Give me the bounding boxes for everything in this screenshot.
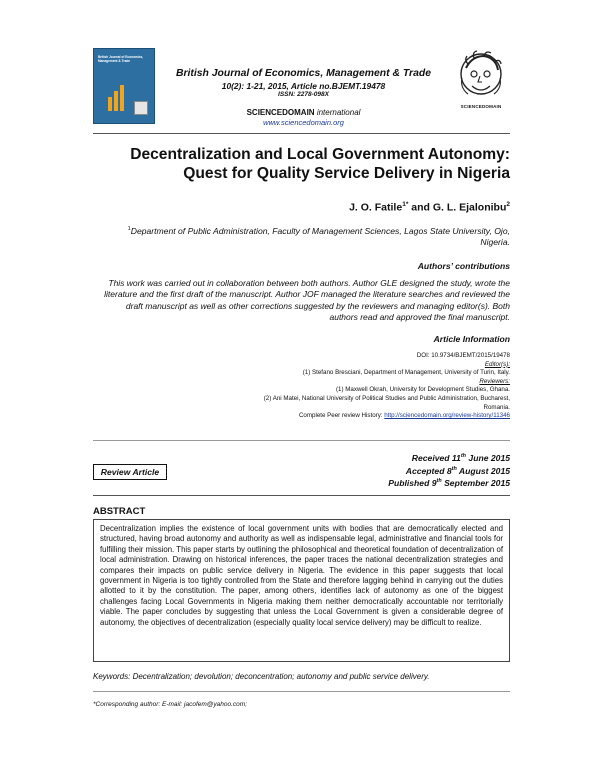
affiliation: [96, 224, 510, 249]
header-divider: [93, 133, 510, 134]
title-line-2: Quest for Quality Service Delivery in Nigeria: [183, 165, 510, 182]
abstract-text: Decentralization implies the existence of local government units with bodies that are democratically elected and structured, having broad autonomy and authority as well as indispensable legal, administrative and financial tools for fulfilling their mission. This paper starts by outlining the philosophical and theoretical foundation of decentralization of local administration. Drawing on historical inferences, the paper traces the national decentralization strategies and compares their impacts on public service delivery in Nigeria. The evidence in this paper suggests that local government in Nigeria is too tightly controlled from the State and therefore lagging behind in carrying out the duties allotted to it by the constitution. The paper, among others, identifies lack of autonomy as one of the biggest challenges facing Local Governments in Nigeria making them neither democratically accountable nor territorially viable. The paper concludes by suggesting that unless the Local Government is given a considerable degree of autonomy, the objectives of decentralization (especially quality local service delivery) may be difficult to realize.: [100, 524, 503, 627]
paper-title: [100, 145, 510, 183]
article-type-badge: Review Article: [93, 464, 167, 480]
cover-bar: [108, 97, 112, 111]
author-2: G. L. Ejalonibu: [432, 201, 507, 214]
publisher-name: [160, 108, 447, 117]
received-sup: th: [460, 453, 467, 459]
received-month: June 2015: [466, 452, 510, 463]
publisher-suffix: international: [316, 108, 361, 117]
published-month: September 2015: [441, 478, 510, 489]
author-1: J. O. Fatile: [349, 201, 403, 214]
publisher-website-link[interactable]: www.sciencedomain.org: [263, 118, 344, 127]
keywords: Keywords: Decentralization; devolution; deconcentration; autonomy and public service delivery.: [93, 672, 430, 681]
article-info-block: [200, 352, 510, 421]
published-sup: th: [436, 478, 442, 485]
publication-dates: [300, 451, 510, 489]
published-date: [300, 476, 510, 489]
review-history: [200, 412, 510, 421]
author-2-sup: 2: [506, 201, 510, 208]
doi: DOI: 10.9734/BJEMT/2015/19478: [416, 352, 510, 359]
abstract-top-divider: [93, 495, 510, 496]
editors-label: Editor(s):: [484, 360, 510, 368]
abstract-heading: ABSTRACT: [93, 506, 146, 517]
footer-divider: [93, 691, 510, 692]
journal-name: British Journal of Economics, Management & Trade: [175, 68, 431, 79]
accepted-text: Accepted 8: [405, 465, 452, 476]
affiliation-sup: 1: [127, 226, 131, 232]
logo-caption: SCIENCEDOMAIN: [460, 104, 502, 109]
received-date: [300, 451, 510, 464]
reviewer-2-line-2: Romania.: [483, 403, 510, 411]
reviewers-label: Reviewers:: [479, 377, 510, 385]
article-info-heading: Article Information: [433, 334, 510, 344]
cover-bar: [114, 91, 118, 111]
corresponding-author: *Corresponding author: E-mail: jacofem@yahoo.com;: [93, 701, 248, 708]
info-divider: [93, 440, 510, 441]
author-1-sup: 1*: [402, 201, 409, 208]
author-separator: and: [408, 201, 433, 214]
reviewer-2-line-1: (2) Ani Matei, National University of Political Studies and Public Administration, Bucharest,: [263, 394, 510, 402]
cover-bar: [120, 85, 124, 111]
contributions-text: This work was carried out in collaboration between both authors. Author GLE designed the study, wrote the literature and the first draft of the manuscript. Author JOF managed the literature searches and reviewed the draft manuscript as well as other corrections suggested by the reviewers and managing editor(s). Both authors read and approved the final manuscript.: [104, 278, 510, 322]
review-history-label: Complete Peer review History:: [298, 412, 385, 420]
journal-cover-image: [93, 48, 155, 124]
cover-title: British Journal of Economics, Management & Trade: [98, 55, 144, 63]
journal-volume: 10(2): 1-21, 2015, Article no.BJEMT.19478: [221, 81, 386, 91]
publisher-logo-icon: [450, 48, 512, 110]
title-line-1: Decentralization and Local Government Autonomy:: [130, 146, 510, 163]
published-text: Published 9: [388, 478, 437, 489]
accepted-month: August 2015: [456, 465, 510, 476]
received-text: Received 11: [411, 452, 461, 463]
review-history-link[interactable]: http://sciencedomain.org/review-history/11346: [384, 412, 510, 420]
contributions-heading: Authors’ contributions: [417, 261, 510, 271]
reviewer-1: (1) Maxwell Okrah, University for Development Studies, Ghana.: [335, 386, 510, 394]
author-list: [200, 201, 510, 214]
accepted-sup: th: [451, 465, 457, 472]
publisher-main: SCIENCEDOMAIN: [246, 108, 315, 117]
abstract-box: [93, 519, 510, 662]
affiliation-text: Department of Public Administration, Faculty of Management Sciences, Lagos State University, Ojo, Nigeria.: [130, 225, 510, 248]
editor-1: (1) Stefano Bresciani, Department of Management, University of Turin, Italy.: [302, 369, 510, 377]
cover-badge: [134, 101, 148, 115]
accepted-date: [300, 464, 510, 477]
journal-issn: ISSN: 2278-098X: [278, 91, 329, 98]
